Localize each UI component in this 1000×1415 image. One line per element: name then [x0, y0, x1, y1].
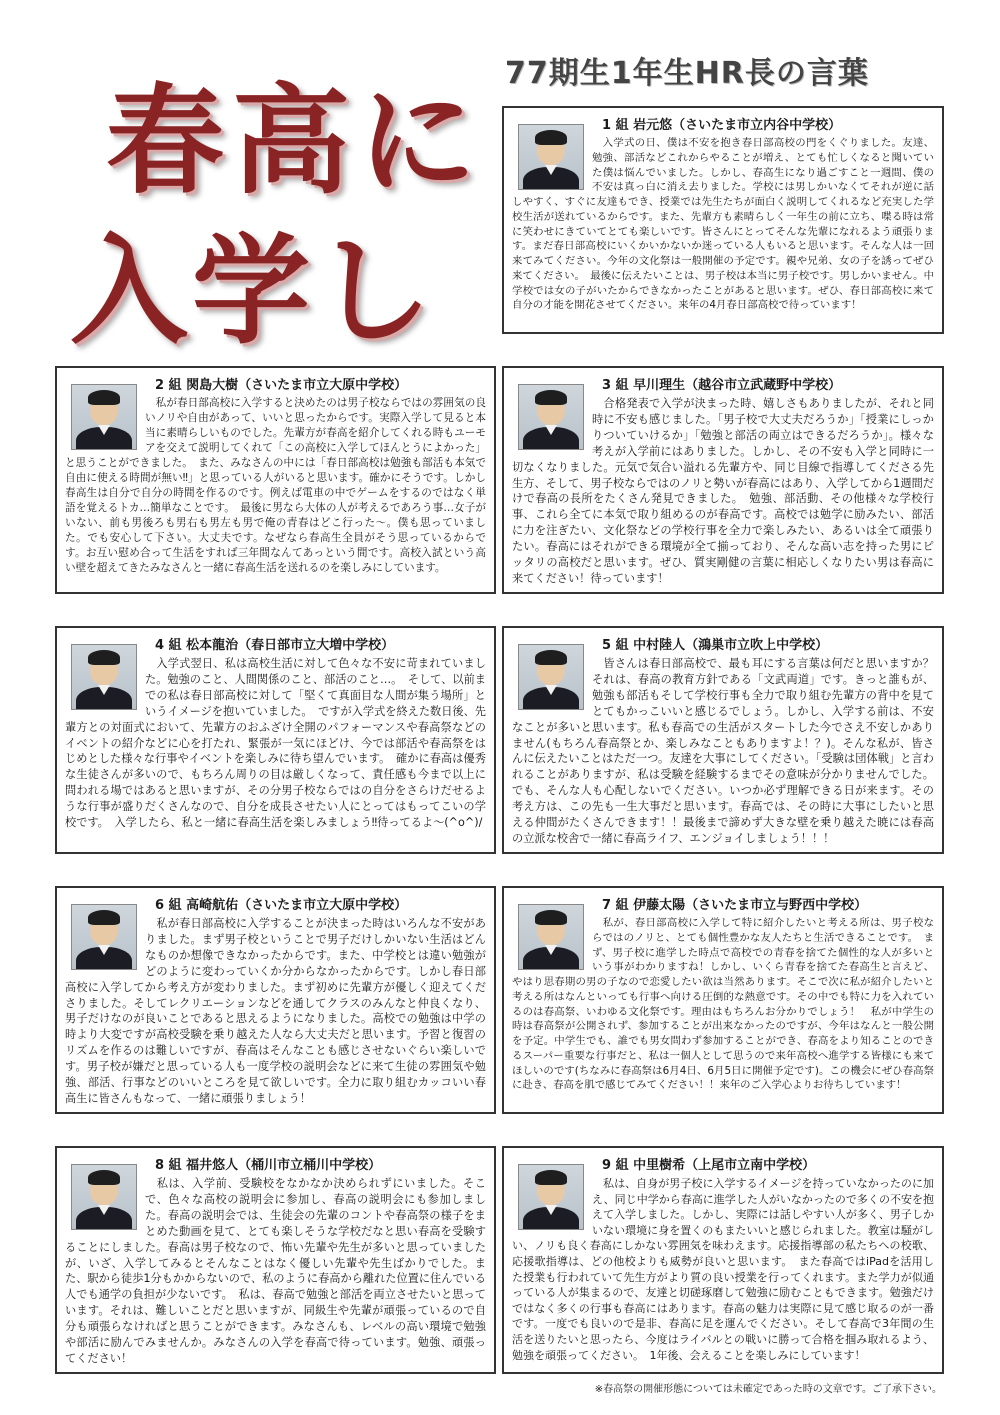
student-portrait-icon — [518, 644, 584, 710]
entry-name: 4 組 松本龍治（春日部市立大増中学校） — [155, 638, 395, 653]
entry-card-7 — [502, 886, 944, 1114]
entry-text: 私は、入学前、受験校をなかなか決められずにいました。そこで、色々な高校の説明会に参加し、春高の説明会にも参加しました。春高の説明会では、生徒会の先輩のコントや春高祭の様子をまとめた動画を見て、とても楽しそうな学校だなと思い春高を受験することにしました。春高は男子校なので、怖い先輩や先生が多いと思っていましたが、いざ、入学してみるとそんなことはなく優しい先輩や先生ばかりでした。また、駅から徒歩1分もかからないので、私のように春高から離れた位置に住んでいる人でも通学の負担が少ないです。 私は、春高で勉強と部活を両立させたいと思っています。それは、難しいことだと思いますが、同級生や先輩が頑張っているので自分も頑張らなければと思うことができます。みなさんも、レベルの高い環境で勉強や部活に励んでみませんか。みなさんの入学を春高で待っています。勉強、頑張ってください！ — [65, 1177, 486, 1365]
entry-name: 8 組 福井悠人（桶川市立桶川中学校） — [155, 1158, 382, 1173]
entry-text: 私が春日部高校に入学すると決めたのは男子校ならではの雰囲気の良いノリや自由があって、いいと思ったからです。実際入学して見ると本当に素晴らしいものでした。先輩方が春高を紹介してくれる時もユーモアを交えて説明してくれて「この高校に入学してほんとうによかった」と思うことができました。 また、みなさんの中には「春日部高校は勉強も部活も本気で自由に使える時間が無い‼」と思っている人がいると思います。確かにそうです。しかし春高生は自分で自分の時間を作るのです。例えば電車の中でゲームをするのではなく単語を覚えるトカ…簡単なことです。 最後に男なら大体の人が考えるであろう事…女子がいない、前も男後ろも男右も男左も男で俺の青春はどこ行った～。僕も思っていました。でも安心して下さい。大丈夫です。なぜなら春高生全員がそう思っているからです。お互い慰め合って生活をすれば三年間なんてあっという間です。高校入試という高い壁を超えてきたみなさんと一緒に春高生活を送れるのを楽しみにしています。 — [65, 397, 486, 575]
entry-card-3 — [502, 366, 944, 594]
student-portrait-icon — [71, 1164, 137, 1230]
entry-text: 私は、自身が男子校に入学するイメージを持っていなかったのに加え、同じ中学から春高に進学した人がいなかったので多くの不安を抱えて入学しました。しかし、実際には話しやすい人が多く、男子しかいない環境に身を置くのもまたいいと感じられました。教室は騒がしい、ノリも良く春高にしかない雰囲気を味わえます。応援指導部の私たちへの校歌、応援歌指導は、どの他校よりも威勢が良いと思います。 また春高ではiPadを活用した授業も行われていて先生方がより質の良い授業を行ってくれます。また学力が似通っている人が集まるので、友達と切磋琢磨して勉強に励むこともできます。勉強だけではなく多くの行事も春高にはあります。春高の魅力は実際に見て感じ取るのが一番です。一度でも良いので是非、春高に足を運んでください。そして春高で3年間の生活を送りたいと思ったら、今度はライバルとの戦いに勝って合格を掴み取れるよう、勉強を頑張ってください。 1年後、会えることを楽しみにしています！ — [512, 1177, 934, 1362]
entry-name: 9 組 中里樹希（上尾市立南中学校） — [602, 1158, 816, 1173]
entry-card-5 — [502, 626, 944, 854]
entry-text: 合格発表で入学が決まった時、嬉しさもありましたが、それと同時に不安も感じました。「男子校で大丈夫だろうか」「授業にしっかりついていけるか」「勉強と部活の両立はできるだろうか」。様々な考えが入学前にはありました。しかし、その不安も入学と同時に一切なくなりました。元気で気合い溢れる先輩方や、同じ目線で指導してくださる先生方、そして、男子校ならではのノリと勢いが春高にはあり、入学してから1週間だけで春高の長所をたくさん発見できました。 勉強、部活動、その他様々な学校行事、これら全てに本気で取り組めるのが春高です。高校では勉学に励みたい、部活に力を注ぎたい、文化祭などの学校行事を全力で楽しみたい、あるいは全て頑張りたい。春高にはそれができる環境が全て揃っており、そんな高い志を持った男にピッタリの高校だと思います。ぜひ、質実剛健の言葉に相応しくなりたい男は春高に来てください！待っています！ — [512, 397, 934, 585]
student-portrait-icon — [518, 904, 584, 970]
entry-name: 7 組 伊藤太陽（さいたま市立与野西中学校） — [602, 898, 868, 913]
entry-text: 私が、春日部高校に入学して特に紹介したいと考える所は、男子校ならではのノリと、とても個性豊かな友人たちと生活できることです。 まず、男子校に進学した時点で高校での青春を捨てた個性的な人が多いという事がわかりますね！しかし、いくら青春を捨てた春高生と言えど、やはり思春期の男の子なので恋愛したい欲は当然あります。そこで次に私が紹介したいと考える所はなんといっても行事へ向ける圧倒的な熱意です。その中でも特に力を入れているのは春高祭、いわゆる文化祭です。理由はもちろんお分かりでしょう！ 私が中学生の時は春高祭が公開されず、参加することが出来なかったのですが、今年はなんと一般公開を予定。中学生でも、誰でも男女問わず参加することができ、春高をより知ることのできるスーパー重要な行事だと、私は一個人として思うので来年高校へ進学する皆様にも来てほしいのです(ちなみに春高祭は6月4日、6月5日に開催予定です)。この機会にぜひ春高祭に赴き、春高を肌で感じてみてください！！来年のご入学心よりお待ちしています！ — [512, 917, 934, 1092]
footnote: ※春高祭の開催形態については未確定であった時の文章です。ご了承下さい。 — [594, 1384, 942, 1395]
entry-card-4 — [55, 626, 496, 854]
entry-card-1 — [502, 106, 944, 334]
entry-text: 私が春日部高校に入学することが決まった時はいろんな不安がありました。まず男子校ということで男子だけしかいない生活はどんなものか想像できなかったからです。また、中学校とは違い勉強がどのように変わっていくか分からなかったからです。しかし春日部高校に入学してから考え方が変わりました。まず初めに先輩方が優しく迎えてくださりました。そしてレクリエーションなどを通してクラスのみんなと仲良くなり、男子だけなのが良いことであると思えるようになりました。高校での勉強は中学の時より大変ですが高校受験を乗り越えた人なら大丈夫だと思います。予習と復習のリズムを作るのは難しいですが、春高はそんなことも感じさせないぐらい楽しいです。男子校が嫌だと思っている人も一度学校の説明会などに来て生徒の雰囲気や勉強、部活、行事などのいいところを見て欲しいです。全力に取り組むカッコいい春高生に皆さんもなって、一緒に頑張りましょう！ — [65, 917, 486, 1105]
entry-card-6 — [55, 886, 496, 1114]
main-title-line2: 入学し — [70, 220, 437, 360]
page-subtitle: 77期生1年生HR長の言葉 — [505, 56, 869, 91]
entry-name: 5 組 中村陸人（鴻巣市立吹上中学校） — [602, 638, 829, 653]
student-portrait-icon — [518, 1164, 584, 1230]
student-portrait-icon — [518, 384, 584, 450]
entry-name: 6 組 高崎航佑（さいたま市立大原中学校） — [155, 898, 408, 913]
entry-name: 1 組 岩元悠（さいたま市立内谷中学校） — [602, 118, 842, 133]
entry-text: 皆さんは春日部高校で、最も耳にする言葉は何だと思いますか？それは、春高の教育方針である「文武両道」です。きっと誰もが、勉強も部活もそして学校行事も全力で取り組む先輩方の背中を見てとてもかっこいいと感じるでしょう。しかし、入学する前は、不安なことが多いと思います。私も春高での生活がスタートした今でさえ不安しかありません(もちろん春高祭とか、楽しみなこともありますよ！？)。そんな私が、皆さんに伝えたいことはただ一つ。友達を大事にしてください。「受験は団体戦」と言われることがありますが、私は受験を経験するまでその意味が分かりませんでした。でも、そんな人も心配しないでください。いつか必ず理解できる日が来ます。その考え方は、この先も一生大事だと思います。春高では、その時に大事にしたいと思える仲間がたくさんできます！！最後まで諦めず大きな壁を乗り越えた暁には春高の立派な校舎で一緒に春高ライフ、エンジョイしましょう！！！ — [512, 657, 934, 845]
main-title-line1: 春高に — [106, 71, 485, 210]
student-portrait-icon — [518, 124, 584, 190]
entry-card-2 — [55, 366, 496, 594]
entry-card-8 — [55, 1146, 496, 1374]
student-portrait-icon — [71, 644, 137, 710]
entry-name: 3 組 早川理生（越谷市立武蔵野中学校） — [602, 378, 842, 393]
student-portrait-icon — [71, 904, 137, 970]
entry-card-9 — [502, 1146, 944, 1374]
entry-text: 入学式翌日、私は高校生活に対して色々な不安に苛まれていました。勉強のこと、人間関係のこと、部活のこと…。 そして、以前までの私は春日部高校に対して「堅くて真面目な人間が集う場所」というイメージを抱いていました。 ですが入学式を終えた数日後、先輩方との対面式において、先輩方のおふざけ全開のパフォーマンスや春高祭などのイベントの紹介などに心を打たれ、緊張が一気にほどけ、今では部活や春高祭をはじめとした様々な行事やイベントを楽しみに待ち望んでいます。 確かに春高は優秀な生徒さんが多いので、もちろん周りの目は厳しくなって、責任感も今まで以上に問われる場ではあると思いますが、その分男子校ならではの自分をさらけだせるような行事が盛りだくさんなので、自分を成長させたい人にとってはもってこいの学校です。 入学したら、私と一緒に春高生活を楽しみましょう‼待ってるよ～(^o^)/ — [65, 657, 486, 830]
entry-name: 2 組 関島大樹（さいたま市立大原中学校） — [155, 378, 408, 393]
entry-text: 入学式の日、僕は不安を抱き春日部高校の門をくぐりました。友達、勉強、部活などこれからやることが増え、とても忙しくなると聞いていた僕は悩んでいました。しかし、春高生になり過ごすこと一週間、僕の不安は真っ白に消え去りました。学校には男しかいなくてそれが逆に話しやすく、すぐに友達もでき、授業では先生たちが面白く説明してくれるなど充実した学校生活が送れているからです。また、先輩方も素晴らしく一年生の前に立ち、喋る時は常に笑わせにきていてとても楽しいです。皆さんにとってそんな先輩になれるよう頑張ります。まだ春日部高校にいくかいかないか迷っている人もいると思います。そんな人は一回来てみてください。今年の文化祭は一般開催の予定です。親や兄弟、女の子を誘ってぜひ来てください。 最後に伝えたいことは、男子校は本当に男子校です。男しかいません。中学校では女の子がいたからできなかったことがあると思います。ぜひ、春日部高校に来て自分の才能を開花させてください。来年の4月春日部高校で待っています！ — [512, 137, 934, 312]
student-portrait-icon — [71, 384, 137, 450]
